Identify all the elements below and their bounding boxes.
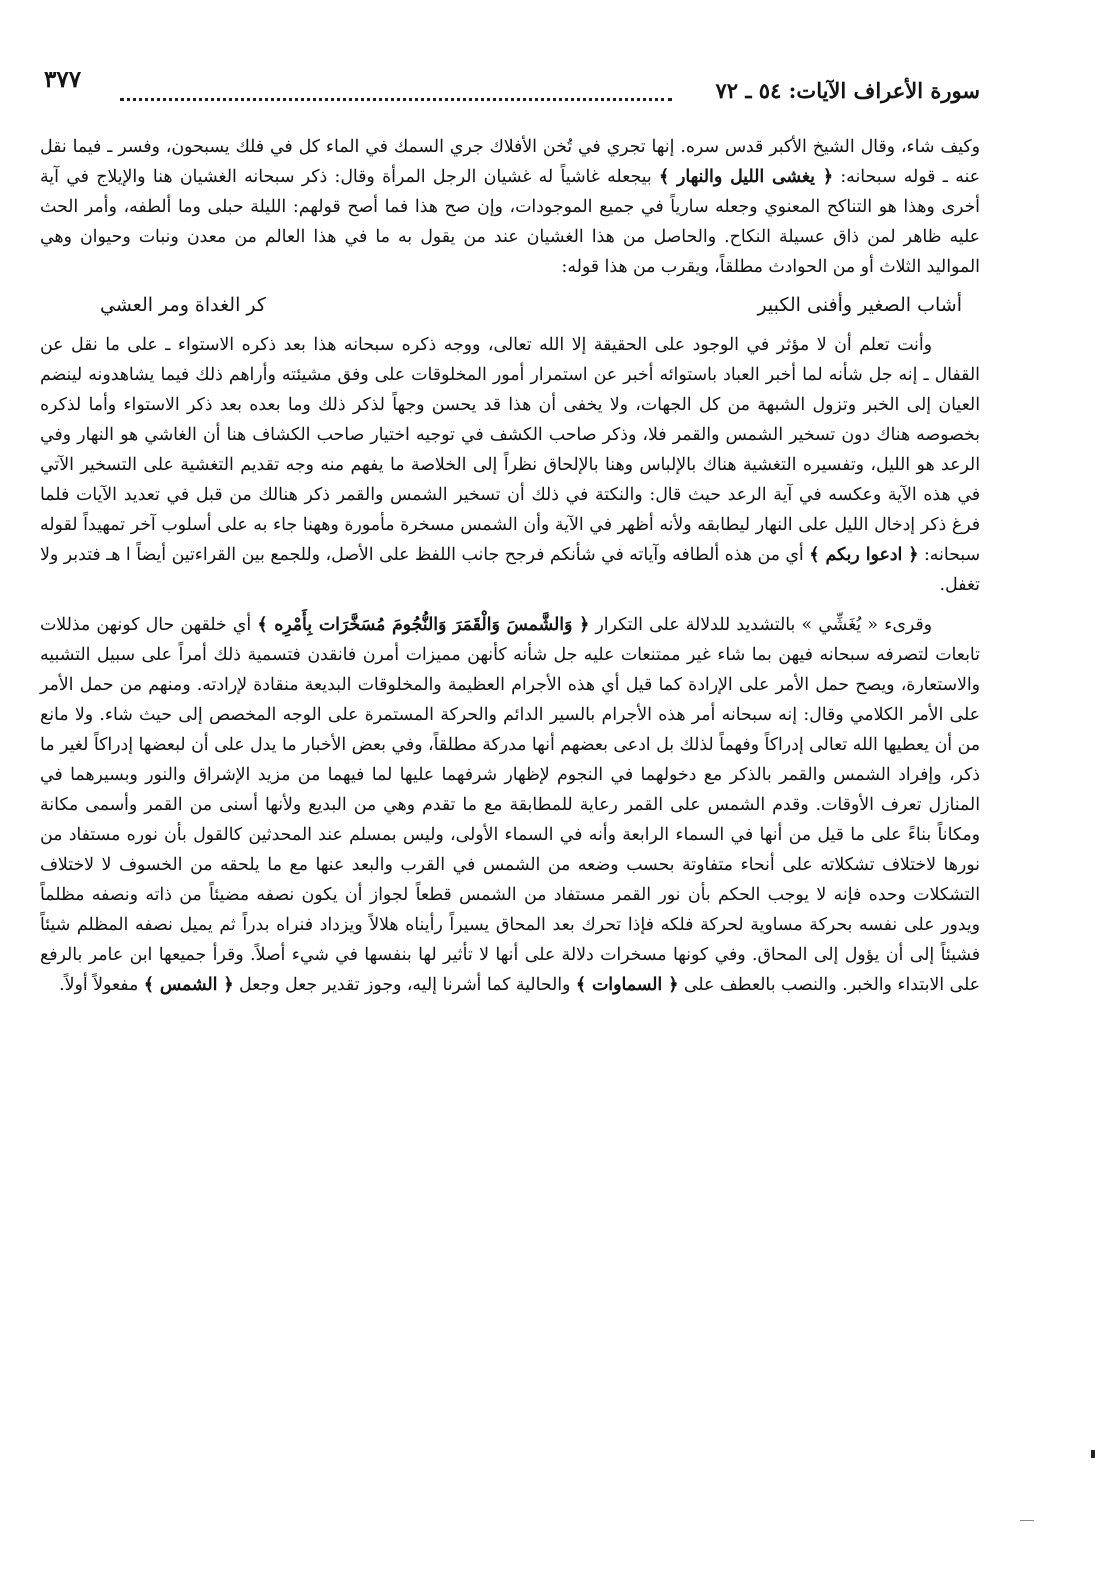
margin-mark [1091,1450,1095,1458]
text-run: بيجعله غاشياً له غشيان الرجل المرأة وقال: ذكر سبحانه الغشيان هنا والإيلاج في آية أخرى وهذا هو التناكح المعنوي وجعله سارياً في جميع الموجودات، وإن صح هذا فما أصح قولهم: الليلة حبلى وما ألطفه، وأمر الحث عليه ظاهر لمن ذاق عسيلة النكاح. والحاصل من هذا الغشيان عند من يقول به ما في هذا العالم من معدن ونبات وحيوان وهي المواليد الثلاث أو من الحوادث مطلقاً، ويقرب من هذا قوله: [40,167,980,277]
text-run: والحالية كما أشرنا إليه، وجوز تقدير جعل وجعل [233,975,576,995]
text-run: أي من هذه ألطافه وآياته في شأنكم فرجح جانب اللفظ على الأصل، وللجمع بين القراءتين أيضاً ا هـ فتدبر ولا تغفل. [40,545,980,595]
text-run: وكيف شاء، وقال الشيخ الأكبر قدس سره. إنها تجري في تُخن الأفلاك جري السمك في الماء كل في فلك يسبحون، وفسر ـ فيما نقل عنه ـ قوله سبحانه: [40,137,980,187]
poetry-verse [40,282,980,330]
verse-hemistich-1: أشاب الصغير وأفنى الكبير [757,294,962,316]
scan-rule [1020,1520,1034,1521]
quran-quote: ﴿ السماوات ﴾ [575,975,679,995]
text-run: وأنت تعلم أن لا مؤثر في الوجود على الحقيقة إلا الله تعالى، ووجه ذكره سبحانه هذا بعد ذكره الاستواء ـ على ما نقل عن القفال ـ إنه جل شأنه لما أخبر العباد باستوائه أخبر عن استمرار أمور المخلوقات على وفق مشيئته وأراهم ذلك فيما يشاهدونه لينضم العيان إلى الخبر وتزول الشبهة من كل الجهات، ولا يخفى أن هذا قد يحسن وجهاً لذكر ذلك وما بعده بعد ذكر الاستواء وأما لذكره بخصوصه هناك دون تسخير الشمس والقمر فلا، وذكر صاحب الكشف في توجيه اختيار صاحب الكشاف هنا أن الغاشي هو النهار وفي الرعد هو الليل، وتفسيره التغشية هناك بالإلباس وهنا بالإلحاق نظراً إلى الخلاصة ما يفهم منه وجه تقديم التغشية على التسخير الآتي في هذه الآية وعكسه في آية الرعد حيث قال: والنكتة في ذلك أن تسخير الشمس والقمر ذكر هنالك من قبل في تعديد الآيات فلما فرغ ذكر إدخال الليل على النهار ليطابقه ولأنه أظهر في الآية وأن الشمس مسخرة مأمورة وههنا جاء به على أسلوب آخر تمهيداً لقوله سبحانه: [40,335,980,565]
paragraph-3 [40,610,980,1000]
commentary-body [40,132,980,1000]
dotted-leader [120,98,672,101]
running-title: سورة الأعراف الآيات: ٥٤ ـ ٧٢ [715,78,980,103]
paragraph-1 [40,132,980,282]
quran-quote: ﴿ الشمس ﴾ [143,975,234,995]
page-number: ٣٧٧ [44,66,82,93]
page-header [40,60,980,120]
paragraph-2 [40,330,980,600]
text-run: مفعولاً أولاً. [59,975,144,995]
page [40,60,980,1560]
paragraph-gap [40,600,980,610]
quran-quote: ﴿ يغشى الليل والنهار ﴾ [658,167,833,187]
verse-hemistich-2: كر الغداة ومر العشي [100,294,266,316]
text-run: وقرىء « يُغَشِّي » بالتشديد للدلالة على التكرار [589,615,932,635]
quran-quote: ﴿ ادعوا ربكم ﴾ [809,545,919,565]
text-run: أي خلقهن حال كونهن مذللات تابعات لتصرفه سبحانه فيهن بما شاء غير ممتنعات عليه جل شأنه كأنهن مميزات أمرن فانقدن فتسمية ذلك أمراً على سبيل التشبيه والاستعارة، ويصح حمل الأمر على الإرادة كما قيل أي هذه الأجرام العظيمة والمخلوقات البديعة منقادة لإرادته. ومنهم من حمل الأمر على الأمر الكلامي وقال: إنه سبحانه أمر هذه الأجرام بالسير الدائم والحركة المستمرة على الوجه المخصص إلى حيث شاء. ولا مانع من أن يعطيها الله تعالى إدراكاً وفهماً لذلك بل ادعى بعضهم أنها مدركة مطلقاً، وفي بعض الأخبار ما يدل على أن لبعضها إدراكاً لغير ما ذكر، وإفراد الشمس والقمر بالذكر مع دخولهما في النجوم لإظهار شرفهما عليها لما فيهما من مزيد الإشراق والنور وبسيرهما في المنازل تعرف الأوقات. وقدم الشمس على القمر رعاية للمطابقة مع ما تقدم وهي من البديع ولأنها أسنى من القمر وأسمى مكانة ومكاناً بناءً على ما قيل من أنها في السماء الرابعة وأنه في السماء الأولى، وليس بمسلم عند المحدثين كالقول بأن نوره مستفاد من نورها لاختلاف تشكلاته على أنحاء متفاوتة بحسب وضعه من الشمس في القرب والبعد عنها مع ما يلحقه من الخسوف لا لاختلاف التشكلات وحده فإنه لا يوجب الحكم بأن نور القمر مستفاد من الشمس قطعاً لجواز أن يكون نصفه مضيئاً من ذاته ونصفه مظلماً ويدور على نفسه بحركة مساوية لحركة فلكه فإذا تحرك بعد المحاق يسيراً رأيناه هلالاً ويزداد فنراه بدراً ثم يميل نصفه المظلم شيئاً فشيئاً إلى أن يؤول إلى المحاق. وفي كونها مسخرات دلالة على أنها لا تأثير لها بنفسها في شيء أصلاً. وقرأ جميعها ابن عامر بالرفع على الابتداء والخبر. والنصب بالعطف على [40,615,980,995]
quran-quote: ﴿ وَالشَّمسَ وَالْقَمَرَ وَالنُّجُومَ مُسَخَّرَات بِأَمْرِه ﴾ [257,615,590,635]
